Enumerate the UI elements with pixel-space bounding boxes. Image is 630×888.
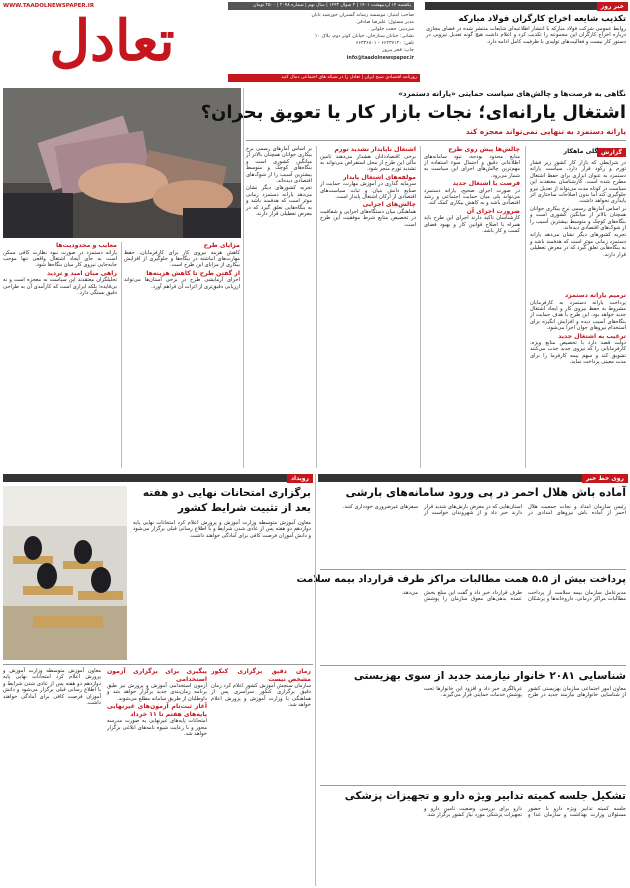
- column-rule: [121, 242, 122, 468]
- info-line: صاحب امتیاز: موسسه رسانه گستران خورشید تابان: [311, 13, 414, 18]
- lead-headline[interactable]: اشتغال یارانه‌ای؛ نجات بازار کار یا تعویق بحران؟: [200, 102, 626, 123]
- lead-col1-more: [530, 292, 626, 468]
- info-line: مدیر مسئول: علیرضا صادقی: [356, 20, 414, 26]
- lead-section: [0, 88, 630, 472]
- subsection-body: امتحانات پایه‌های غیرنهایی به صورت مدرسه محور و با رعایت شیوه نامه‌های ابلاغی برگزار خواهد شد.: [107, 718, 207, 738]
- divider: [3, 664, 313, 665]
- subsection-title: معایب و محدودیت‌ها: [55, 242, 117, 249]
- news-headline[interactable]: پرداخت بیش از ۵.۵ همت مطالبات مراکز طرف قرارداد بیمه سلامت: [296, 574, 626, 585]
- column-rule: [315, 474, 316, 886]
- issue-line: یکشنبه ۱۴ اردیبهشت ۱۴۰۱ | ۲ شوال ۱۴۴۳ | سال نهم | شماره ۲۰۷۸ | ۲۵۰۰ تومان: [228, 2, 414, 10]
- website-url[interactable]: WWW.TAADOLNEWSPAPER.IR: [3, 3, 95, 9]
- subsection-body: تحلیلگران معتقدند این سیاست نه معجزه است و نه بی‌فایده؛ بلکه ابزاری است که کارآمدی آن به طراحی دقیق بستگی دارد.: [3, 277, 117, 297]
- lead-paragraph: بر اساس آمارهای رسمی نرخ بیکاری جوانان همچنان بالاتر از میانگین کشوری است و بنگاه‌های کوچک و متوسط بیشترین آسیب را از شوک‌های اقتصادی دیده‌اند.: [246, 146, 312, 185]
- subsection-title: زمان دقیق برگزاری کنکور مشخص نیست: [211, 668, 311, 683]
- tagline: روزنامه اقتصادی صبح ایران | تعادل را در شبکه های اجتماعی دنبال کنید: [281, 75, 417, 80]
- section-tag: روی خط خبر: [582, 474, 628, 483]
- exam-hall-illustration: [3, 486, 127, 660]
- lead-author: گلی ماهکار: [563, 148, 598, 155]
- subsection-title: ترمیم یارانه دستمزد: [564, 292, 626, 299]
- subsection-title: ضرورت اجرای آن: [466, 207, 520, 215]
- column-rule: [316, 146, 317, 468]
- subsection-body: هماهنگی میان دستگاه‌های اجرایی و شفافیت در تخصیص منابع شرط موفقیت این طرح است.: [320, 208, 416, 228]
- subsection-title: پیگیری برای برگزاری آزمون استخدامی: [107, 668, 207, 683]
- subsection-title: از گفتن طرح تا کاهش هزینه‌ها: [146, 269, 240, 277]
- sidebar-headline[interactable]: تکذیب شایعه اخراج کارگران فولاد مبارکه: [458, 13, 626, 23]
- report-label: گزارش: [597, 148, 626, 157]
- column-rule: [243, 88, 244, 468]
- newspaper-logo: تعادل: [49, 8, 175, 74]
- subsection-body: سازمان سنجش آموزش کشور اعلام کرد زمان دقیق برگزاری کنکور سراسری پس از هماهنگی با وزارت آموزش و پرورش اعلام خواهد شد.: [211, 683, 311, 709]
- subsection-title: چالش‌ها پیش روی طرح: [448, 146, 520, 153]
- masthead: [0, 0, 630, 86]
- section-tag: خبر روز: [597, 2, 628, 11]
- tagline-bar: [228, 74, 420, 82]
- lead-intro: [530, 160, 626, 288]
- subsection-title: اشتغال ناپایدار تشدید تورم: [334, 146, 416, 153]
- subsection-body: دولت قصد دارد با تخصیص منابع ویژه، کارفرمایانی را که نیروی جدید جذب می‌کنند تشویق کند و سهم بیمه کارفرما را برای مدت معینی پرداخت نماید.: [530, 340, 626, 366]
- news-body: مدیرعامل سازمان بیمه سلامت از پرداخت مطالبات مراکز درمانی، داروخانه‌ها و پزشکان طرف قرارداد خبر داد و گفت این مبلغ بخش عمده بدهی‌های معوق سازمان را پوشش می‌دهد.: [401, 590, 626, 603]
- subsection-body: منابع محدود بودجه، نبود سامانه‌های اطلاعاتی دقیق و احتمال سوء استفاده از مهم‌ترین چالش‌های اجرای این سیاست به شمار می‌رود.: [424, 153, 520, 179]
- subsection-body: یارانه دستمزد در صورت نبود نظارت کافی ممکن است به جای ایجاد اشتغال واقعی تنها موجب جابه‌جایی نیروی کار میان بنگاه‌ها شود.: [3, 249, 117, 269]
- lead-subhead: یارانه دستمزد به تنهایی نمی‌تواند معجزه کند: [465, 127, 626, 136]
- lead-paragraph: تجربه کشورهای دیگر نشان می‌دهد یارانه دستمزد زمانی موثر است که هدفمند باشد و به بنگاه‌هایی تعلق گیرد که در معرض تعطیلی قرار دارند.: [530, 232, 626, 258]
- news-body: جلسه کمیته تدابیر ویژه دارو با حضور مسئولان وزارت بهداشت و سازمان غذا و دارو برای بررسی وضعیت تامین دارو و تجهیزات پزشکی مورد نیاز کشور برگزار شد.: [424, 806, 626, 819]
- divider: [320, 665, 626, 666]
- subsection-body: سرمایه گذاری در آموزش مهارت، حمایت از صنایع دانش بنیان و ثبات سیاست‌های اقتصادی از ارکان اشتغال پایدار است.: [320, 181, 416, 201]
- column-rule: [525, 146, 526, 468]
- lead-col4: [246, 146, 312, 468]
- event-col3: [3, 668, 101, 884]
- event-body: معاون آموزش متوسطه وزارت آموزش و پرورش اعلام کرد امتحانات نهایی پایه دوازدهم دو هفته پس از عادی شدن شرایط و با اطلاع رسانی قبلی برگزار می‌شود و دانش آموزان فرصت کافی برای آمادگی خواهند داشت.: [133, 520, 311, 539]
- news-headline[interactable]: آماده باش هلال احمر در پی ورود سامانه‌های بارشی: [345, 486, 626, 499]
- info-line: سردبیر: حجت حلوانی: [370, 27, 414, 33]
- section-tag: رویداد: [287, 474, 313, 483]
- subsection-title: راهی میان امید و تردید: [47, 269, 117, 277]
- event-col2: [107, 668, 207, 884]
- subsection-body: آزمون استخدامی آموزش و پرورش نیز طبق برنامه زمان‌بندی جدید برگزار خواهد شد و داوطلبان از طریق سامانه مطلع می‌شوند.: [107, 683, 207, 702]
- lead-left-column: [3, 242, 117, 468]
- subsection-body: کاهش هزینه نیروی کار برای کارفرمایان، حفظ مهارت‌های انباشته در بنگاه‌ها و جلوگیری از افزایش بیکاری از مزایای این طرح است.: [124, 249, 240, 269]
- subsection-title: ترغیب به اشتغال جدید: [558, 332, 626, 340]
- news-body: معاون امور اجتماعی سازمان بهزیستی کشور از شناسایی خانوارهای نیازمند جدید در طرح غربالگری خبر داد و افزود این خانوارها تحت پوشش خدمات حمایتی قرار می‌گیرند.: [424, 686, 626, 699]
- info-line[interactable]: info@taadolnewspaper.ir: [346, 55, 414, 61]
- divider: [320, 785, 626, 786]
- subsection-title: مولفه‌های اشتغال پایدار: [343, 173, 416, 181]
- subsection-body: در صورت اجرای صحیح، یارانه دستمزد می‌تواند پلی میان حمایت اجتماعی و رشد اقتصادی باشد و به کاهش بیکاری کمک کند.: [424, 187, 520, 207]
- event-col1: [211, 668, 311, 884]
- news-headline[interactable]: تشکیل جلسه کمیته تدابیر ویژه دارو و تجهیزات پزشکی: [344, 790, 626, 802]
- lead-paragraph: بر اساس آمارهای رسمی نرخ بیکاری جوانان همچنان بالاتر از میانگین کشوری است و بنگاه‌های کوچک و متوسط بیشترین آسیب را از شوک‌های اقتصادی دیده‌اند.: [530, 205, 626, 232]
- news-body: رئیس سازمان امداد و نجات جمعیت هلال احمر از آماده باش نیروهای امدادی در استان‌هایی که در معرض بارش‌های شدید قرار دارند خبر داد و از شهروندان خواست از سفرهای غیرضروری خودداری کنند.: [342, 504, 626, 517]
- lead-mid-column: [124, 242, 240, 468]
- subsection-body: برخی اقتصاددانان هشدار می‌دهند تامین مالی این طرح از محل استقراض می‌تواند به تشدید تورم منجر شود.: [320, 153, 416, 173]
- divider: [246, 140, 626, 141]
- lead-paragraph: در شرایطی که بازار کار کشور زیر فشار تورم و رکود قرار دارد، سیاست یارانه دستمزد به عنوان ابزاری برای حفظ اشتغال مطرح شده است. کارشناسان معتقدند این سیاست در کوتاه مدت می‌تواند از تعدیل نیرو جلوگیری کند اما بدون اصلاحات ساختاری اثر پایداری نخواهد داشت.: [530, 160, 626, 205]
- column-rule: [420, 146, 421, 468]
- info-line: نشانی: خیابان ستارخان، خیابان کوثر دوم، پلاک ۱۰: [314, 34, 414, 40]
- lead-paragraph: تجربه کشورهای دیگر نشان می‌دهد یارانه دستمزد زمانی موثر است که هدفمند باشد و به بنگاه‌هایی تعلق گیرد که در معرض تعطیلی قرار دارند.: [246, 185, 312, 218]
- sidebar-story: [425, 2, 628, 84]
- sidebar-body: روابط عمومی شرکت فولاد مبارکه با انتشار اطلاعیه‌ای شایعات منتشر شده در فضای مجازی درباره اخراج کارگران این مجموعه را تکذیب کرد و اعلام داشت هیچ گونه تعدیل نیرویی در دستور کار نیست و فعالیت‌های تولیدی با ظرفیت کامل ادامه دارد.: [426, 26, 626, 45]
- event-headline[interactable]: برگزاری امتحانات نهایی دو هفته بعد از تثبیت شرایط کشور: [142, 487, 311, 514]
- subsection-title: چالش‌های اجرایی: [362, 201, 416, 209]
- lead-col2: [424, 146, 520, 468]
- event-block: [3, 474, 313, 886]
- info-line: چاپ: فجر پیروز: [382, 48, 414, 54]
- news-headline[interactable]: شناسایی ۲۰۸۱ خانوار نیازمند جدید از سوی بهزیستی: [353, 670, 626, 682]
- subsection-body: اجرای آزمایشی طرح در برخی استان‌ها می‌تواند ارزیابی دقیق‌تری از اثرات آن فراهم آورد.: [124, 277, 240, 290]
- exam-photo: [3, 486, 127, 660]
- divider: [320, 569, 626, 570]
- subsection-body: پرداخت یارانه دستمزد به کارفرمایان مشروط به حفظ نیروی کار و ایجاد اشتغال جدید خواهد بود. این طرح با هدف حمایت از بنگاه‌های آسیب دیده و افزایش انگیزه برای استخدام نیروهای جوان اجرا می‌شود.: [530, 299, 626, 332]
- lead-col3: [320, 146, 416, 468]
- subsection-title: مزایای طرح: [203, 242, 240, 249]
- masthead-info: [228, 12, 414, 72]
- subsection-title: آغاز ثبت‌نام آزمون‌های غیرنهایی پایه‌های هفتم تا ۱۱ خرداد: [107, 703, 207, 718]
- section-bar: [3, 474, 313, 482]
- lead-kicker: نگاهی به فرصت‌ها و چالش‌های سیاست حمایتی «یارانه دستمزد»: [398, 89, 626, 98]
- subsection-title: فرصت با اشتغال جدید: [452, 180, 520, 188]
- subsection-body: کارشناسان تاکید دارند اجرای این طرح باید همراه با اصلاح قوانین کار و بهبود فضای کسب و کار باشد.: [424, 215, 520, 235]
- subsection-body: معاون آموزش متوسطه وزارت آموزش و پرورش اعلام کرد امتحانات نهایی پایه دوازدهم دو هفته پس از عادی شدن شرایط و با اطلاع رسانی قبلی برگزار می‌شود و دانش آموزان فرصت کافی برای آمادگی خواهند داشت.: [3, 668, 101, 707]
- info-line: تلفن: ۶۶۴۳۷۱۲۰ - ۶۶۴۳۶۸۰۱: [355, 41, 414, 47]
